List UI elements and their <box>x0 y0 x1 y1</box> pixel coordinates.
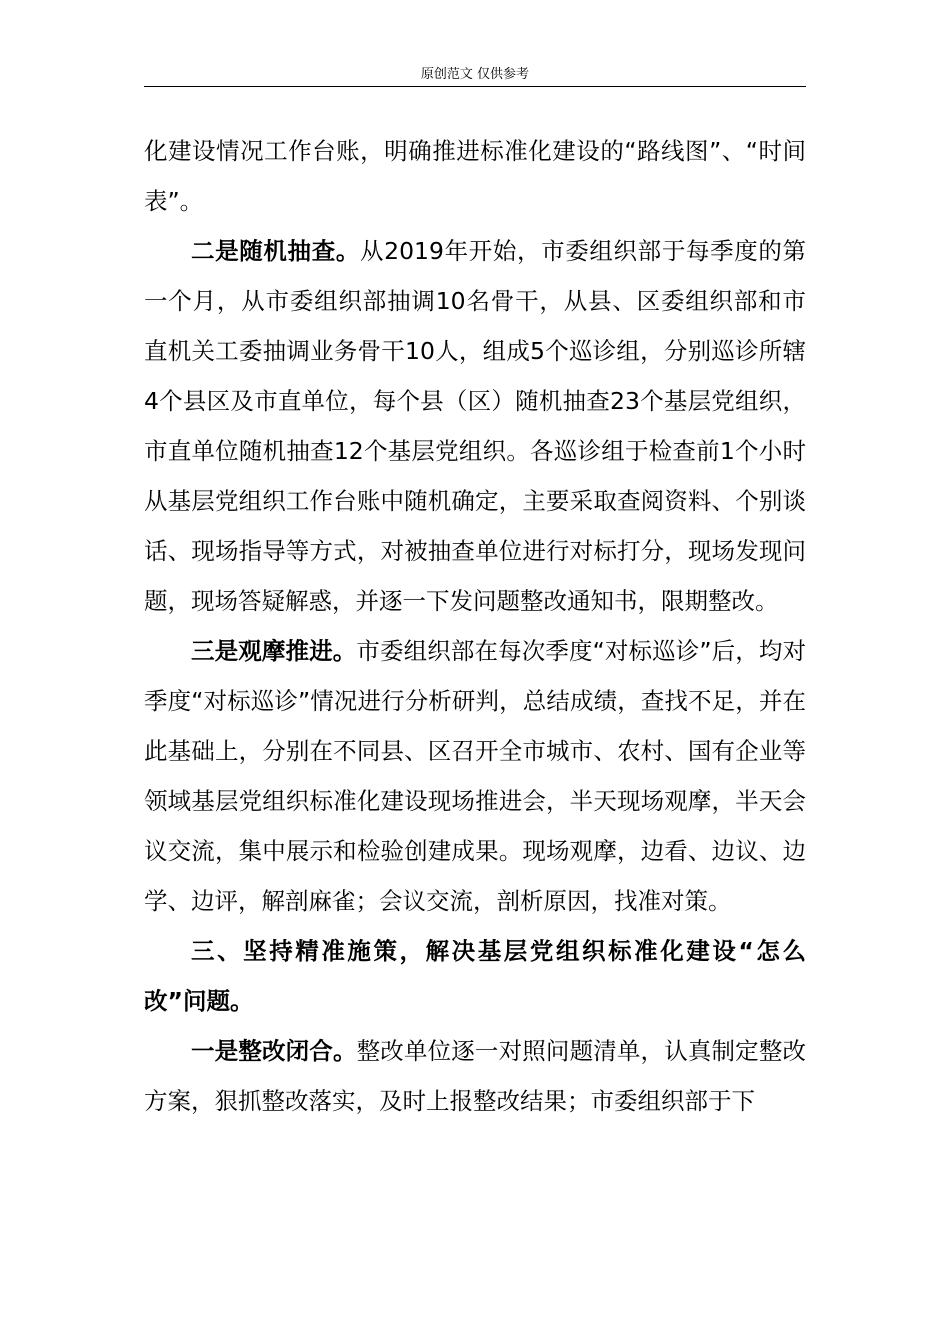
document-body <box>144 126 806 1126</box>
paragraph-rectification <box>144 1026 806 1126</box>
paragraph-observation <box>144 626 806 926</box>
paragraph-continuation <box>144 126 806 226</box>
paragraph-lead: 三是观摩推进。 <box>191 637 357 665</box>
paragraph-text: 市委组织部在每次季度“对标巡诊”后，均对季度“对标巡诊”情况进行分析研判，总结成绩，查找不足，并在此基础上，分别在不同县、区召开全市城市、农村、国有企业等领域基层党组织标准化建设现场推进会，半天现场观摩，半天会议交流，集中展示和检验创建成果。现场观摩，边看、边议、边学、边评，解剖麻雀；会议交流，剖析原因，找准对策。 <box>144 637 807 915</box>
section-heading-text: 三、坚持精准施策，解决基层党组织标准化建设“怎么改”问题。 <box>144 937 806 1015</box>
section-heading <box>144 926 806 1026</box>
header-text: 原创范文 仅供参考 <box>420 67 530 82</box>
paragraph-lead: 二是随机抽查。 <box>191 237 360 265</box>
paragraph-text: 从2019年开始，市委组织部于每季度的第一个月，从市委组织部抽调10名骨干，从县、区委组织部和市直机关工委抽调业务骨干10人，组成5个巡诊组，分别巡诊所辖4个县区及市直单位，每个县（区）随机抽查23个基层党组织，市直单位随机抽查12个基层党组织。各巡诊组于检查前1个小时从基层党组织工作台账中随机确定，主要采取查阅资料、个别谈话、现场指导等方式，对被抽查单位进行对标打分，现场发现问题，现场答疑解惑，并逐一下发问题整改通知书，限期整改。 <box>144 237 807 615</box>
paragraph-text: 整改单位逐一对照问题清单，认真制定整改方案，狠抓整改落实，及时上报整改结果；市委组织部于下 <box>144 1037 807 1115</box>
paragraph-random-check <box>144 226 806 626</box>
paragraph-lead: 一是整改闭合。 <box>191 1037 357 1065</box>
page-header <box>144 64 806 87</box>
paragraph-text: 化建设情况工作台账，明确推进标准化建设的“路线图”、“时间表”。 <box>144 137 806 215</box>
